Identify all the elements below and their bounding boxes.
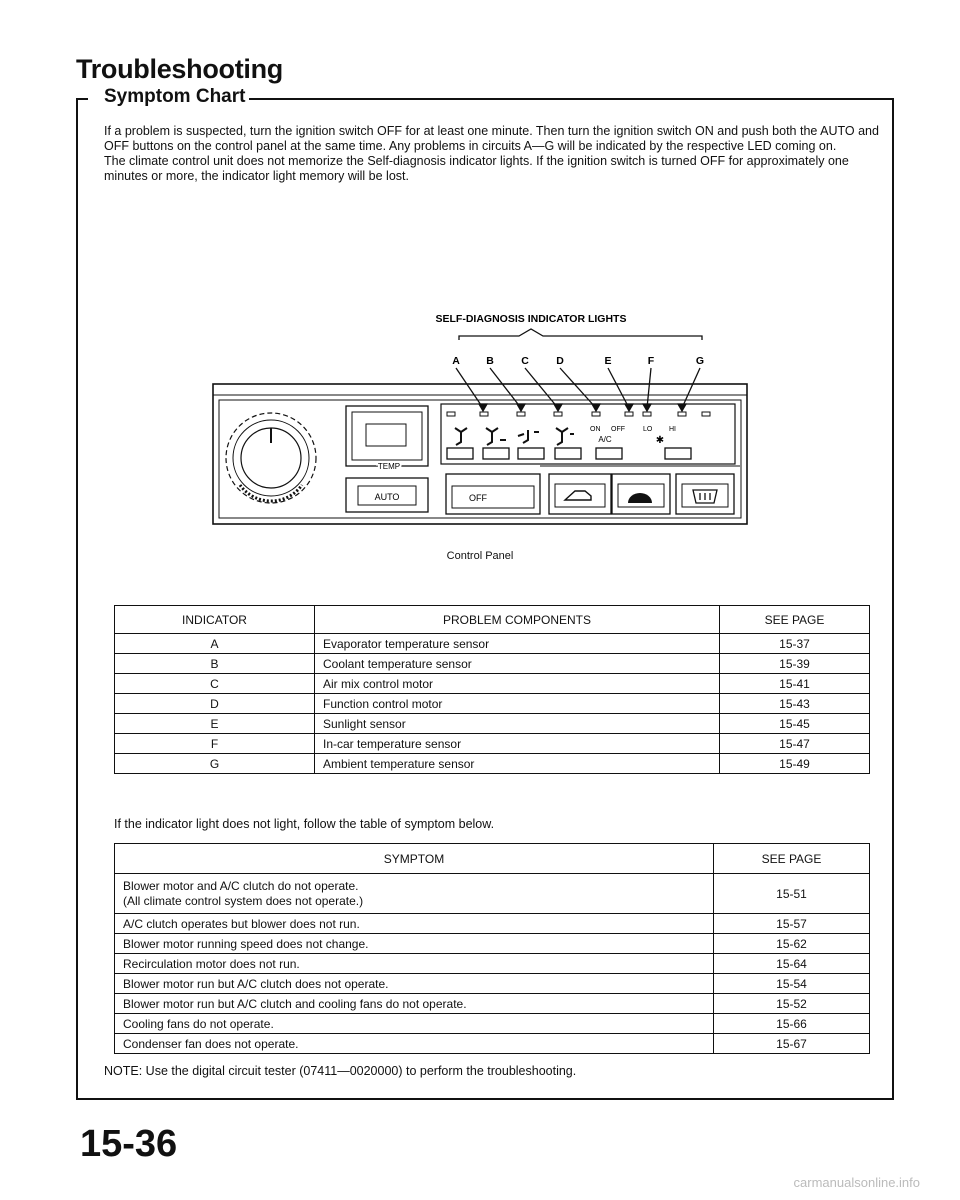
header-see-page: SEE PAGE xyxy=(720,606,870,634)
page-cell: 15-66 xyxy=(714,1014,870,1034)
table-row xyxy=(115,754,870,774)
page-cell: 15-37 xyxy=(720,634,870,654)
header-see-page: SEE PAGE xyxy=(714,844,870,874)
intro-text xyxy=(104,124,884,184)
ac-off-label: OFF xyxy=(611,426,625,433)
indicator-letter-d: D xyxy=(556,355,564,367)
component-cell: In-car temperature sensor xyxy=(315,734,720,754)
symptom-line-2: (All climate control system does not operate.) xyxy=(123,893,364,908)
page-cell: 15-57 xyxy=(714,914,870,934)
page-cell: 15-51 xyxy=(714,874,870,914)
table-row xyxy=(115,994,870,1014)
symptom-table xyxy=(114,843,870,1054)
indicator-table-header xyxy=(115,606,870,634)
page-cell: 15-64 xyxy=(714,954,870,974)
section-title: Symptom Chart xyxy=(100,86,249,108)
intro-paragraph-2: The climate control unit does not memorize the Self-diagnosis indicator lights. If the ignition switch is turned OFF for approximately one minutes or more, the indicator light memory will be lost. xyxy=(104,154,849,183)
symptom-table-header xyxy=(115,844,870,874)
indicator-cell: G xyxy=(115,754,315,774)
page-title: Troubleshooting xyxy=(76,54,283,84)
fan-icon: ✱ xyxy=(655,435,665,446)
hi-label: HI xyxy=(669,426,676,433)
table-row xyxy=(115,1034,870,1054)
page-cell: 15-43 xyxy=(720,694,870,714)
diagram-heading: SELF-DIAGNOSIS INDICATOR LIGHTS xyxy=(435,313,627,325)
auto-label: AUTO xyxy=(374,492,400,502)
page-cell: 15-39 xyxy=(720,654,870,674)
indicator-cell: E xyxy=(115,714,315,734)
off-label: OFF xyxy=(469,493,487,503)
table-row xyxy=(115,734,870,754)
table-row xyxy=(115,714,870,734)
component-cell: Ambient temperature sensor xyxy=(315,754,720,774)
table-row xyxy=(115,954,870,974)
ac-label: A/C xyxy=(598,435,612,444)
page-number: 15-36 xyxy=(80,1123,178,1165)
watermark: carmanualsonline.info xyxy=(793,1175,920,1190)
page-cell: 15-41 xyxy=(720,674,870,694)
component-cell: Air mix control motor xyxy=(315,674,720,694)
page-cell: 15-52 xyxy=(714,994,870,1014)
symptom-cell: Blower motor run but A/C clutch and cooling fans do not operate. xyxy=(115,994,714,1014)
page-cell: 15-62 xyxy=(714,934,870,954)
table-row xyxy=(115,934,870,954)
indicator-cell: F xyxy=(115,734,315,754)
component-cell: Evaporator temperature sensor xyxy=(315,634,720,654)
component-cell: Sunlight sensor xyxy=(315,714,720,734)
indicator-letter-g: G xyxy=(695,355,705,367)
frame-top-right xyxy=(248,98,894,100)
header-symptom: SYMPTOM xyxy=(115,844,714,874)
component-cell: Coolant temperature sensor xyxy=(315,654,720,674)
table-row xyxy=(115,874,870,914)
indicator-cell: C xyxy=(115,674,315,694)
symptom-line-1: Blower motor and A/C clutch do not operate. xyxy=(123,878,359,893)
page-cell: 15-67 xyxy=(714,1034,870,1054)
header-problem-components: PROBLEM COMPONENTS xyxy=(315,606,720,634)
page-cell: 15-54 xyxy=(714,974,870,994)
ac-on-label: ON xyxy=(590,426,601,433)
lo-label: LO xyxy=(643,426,653,433)
symptom-cell: Cooling fans do not operate. xyxy=(115,1014,714,1034)
indicator-letter-e: E xyxy=(604,355,612,367)
table-row xyxy=(115,974,870,994)
indicator-letter-a: A xyxy=(452,355,460,367)
indicator-cell: B xyxy=(115,654,315,674)
panel-caption: Control Panel xyxy=(446,550,514,562)
temp-label: TEMP xyxy=(377,462,401,471)
header-indicator: INDICATOR xyxy=(115,606,315,634)
table-row xyxy=(115,674,870,694)
intro-paragraph-1: If a problem is suspected, turn the ignition switch OFF for at least one minute. Then turn the ignition switch ON and push both the AUTO and OFF buttons on the control panel at the same time. Any problems in circuits A—G will be indicated by the respective LED coming on. xyxy=(104,124,879,153)
symptom-cell: A/C clutch operates but blower does not run. xyxy=(115,914,714,934)
indicator-letter-c: C xyxy=(521,355,529,367)
symptom-cell: Blower motor running speed does not change. xyxy=(115,934,714,954)
table-row xyxy=(115,1014,870,1034)
table-row xyxy=(115,654,870,674)
indicator-letter-f: F xyxy=(647,355,655,367)
table-row xyxy=(115,694,870,714)
symptom-cell: Blower motor run but A/C clutch does not operate. xyxy=(115,974,714,994)
symptom-cell xyxy=(115,874,714,914)
symptom-intro: If the indicator light does not light, follow the table of symptom below. xyxy=(114,817,495,831)
indicator-cell: D xyxy=(115,694,315,714)
page-cell: 15-49 xyxy=(720,754,870,774)
table-row xyxy=(115,914,870,934)
tester-note: NOTE: Use the digital circuit tester (07411—0020000) to perform the troubleshooting. xyxy=(104,1064,577,1078)
indicator-table xyxy=(114,605,870,774)
frame-top-left xyxy=(76,98,88,100)
indicator-letter-b: B xyxy=(486,355,494,367)
component-cell: Function control motor xyxy=(315,694,720,714)
symptom-cell: Condenser fan does not operate. xyxy=(115,1034,714,1054)
indicator-cell: A xyxy=(115,634,315,654)
symptom-cell: Recirculation motor does not run. xyxy=(115,954,714,974)
page-cell: 15-47 xyxy=(720,734,870,754)
table-row xyxy=(115,634,870,654)
page-cell: 15-45 xyxy=(720,714,870,734)
